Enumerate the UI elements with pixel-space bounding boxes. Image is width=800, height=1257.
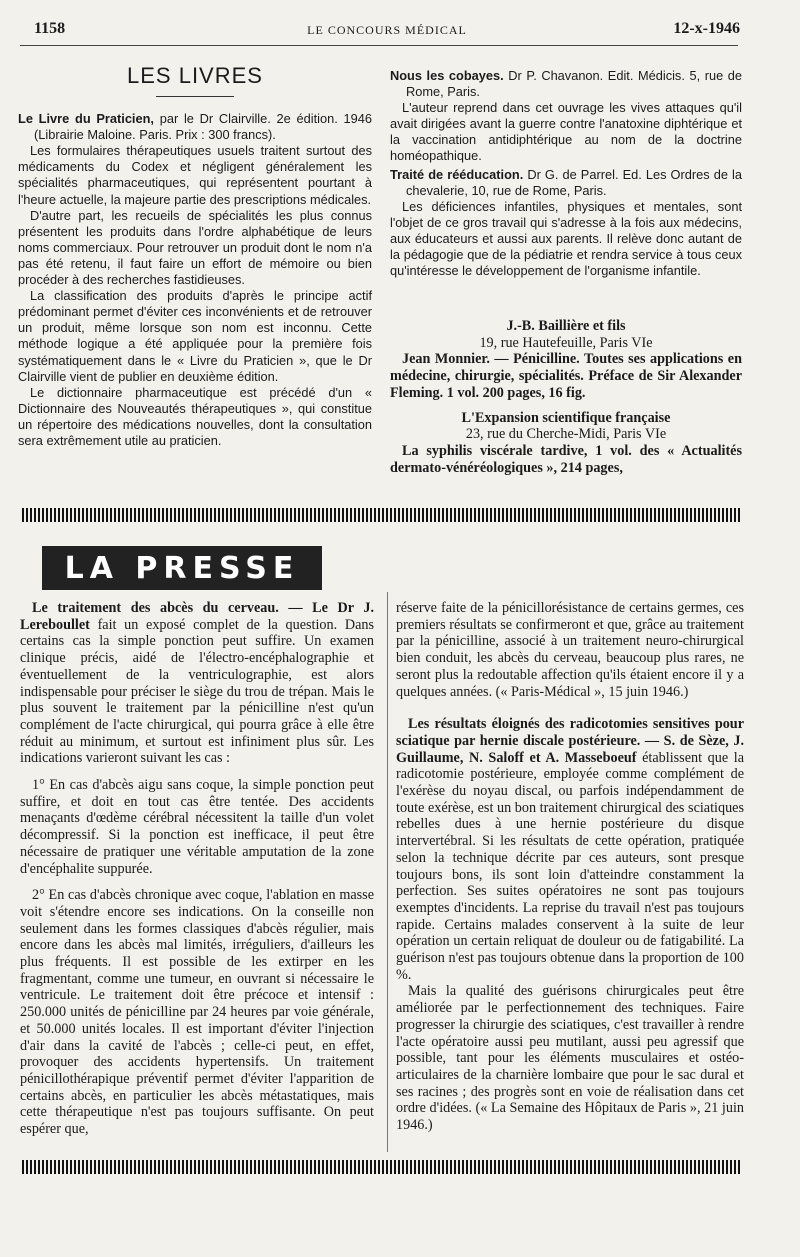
paragraph: La classification des produits d'après le principe actif prédominant permet d'éviter ces inconvénients et de retrouver un produit, même lorsque son nom est inconnu. Cette méthode logique a été appliquée pour la première fois systématiquement dans le « Livre du Praticien », que le Dr Clairville vient de publier en deuxième édition. [18,288,372,384]
paragraph: Mais la qualité des guérisons chirurgicales peut être améliorée par le perfectionnement des techniques. Faire progresser la chirurgie des sciatiques, c'est travailler à rendre l'acte opératoire aussi peu mutilant, aussi peu agressif que possible, tant pour les éléments musculaires et ostéo-articulaires de la charnière lombaire que pour le sac dural et ses racines ; des progrès sont en voie de réalisation dans cet ordre d'idées. (« La Semaine des Hôpitaux de Paris », 21 juin 1946.) [396,983,744,1134]
presse-left-column [20,600,374,1138]
book-details: par le Dr Clairville. 2e édition. 1946 (Librairie Maloine. Paris. Prix : 300 francs). [34,111,372,143]
book-entry-reeducation [390,167,742,199]
column-divider [387,592,388,1152]
article-text: fait un exposé complet de la question. Dans certains cas la simple ponction peut suffire. Un examen clinique précis, aidé de l'électro-encéphalographie et éventuellement de la ventriculographie, est alors indispensable pour préciser le siège du trou de trépan. Mais le plus souvent le traitement par la pénicilline n'est qu'un complément de l'acte chirurgical, qui pourra grâce à elle être réduit au minimum, et surtout est infiniment plus sûr. Les indications varieront suivant les cas : [20,616,374,767]
article-text: établissent que la radicotomie postérieure, employée comme complément de l'exérèse du noyau discal, ou parfois indépendamment de toute exérèse, est un bon traitement chirurgical des sciatiques rebelles dues à une hernie postérieure du disque intervertébral. Si les résultats de cette opération, pratiquée selon la technique décrite par ces auteurs, sont presque toujours bons, ils sont loin d'atteindre constamment la perfection. Ses suites opératoires ne sont pas toujours exemptes d'incidents. La reprise du travail n'est pas toujours rapide. Certains malades conservent à la suite de leur opération un certain reliquat de douleur ou de fatigabilité. La guérison n'est pas toujours obtenue dans la proportion de 100 %. [396,749,744,983]
article-abces-intro [20,600,374,767]
presse-right-column [396,600,744,1134]
book-details: Dr G. de Parrel. Ed. Les Ordres de la chevalerie, 10, rue de Rome, Paris. [406,166,742,198]
book-title: Nous les cobayes. [390,68,504,83]
publisher-address: 19, rue Hautefeuille, Paris VIe [479,334,653,351]
paragraph: 1° En cas d'abcès aigu sans coque, la simple ponction peut suffire, et doit en tout cas être tentée. Des accidents menaçants d'œdème cérébral nécessitent la taille d'un volet décompressif. Si la ponction est inefficace, il peut être nécessaire de pratiquer une véritable amputation de la zone d'encéphalite suppurée. [20,777,374,877]
section-title-livres: LES LIVRES [127,63,263,88]
livres-right-column [390,68,742,279]
title-rule [156,96,234,97]
page-header [34,20,740,42]
la-presse-banner [42,546,322,590]
page-number: 1158 [34,20,66,37]
banner-title: LA PRESSE [64,550,300,586]
paragraph: D'autre part, les recueils de spécialités les plus connus présentent les produits dans l'ordre alphabétique de leurs noms commerciaux. Pour retrouver un produit dont le nom n'a pas été retenu, il faut faire un effort de mémoire ou bien procéder à des recherches fastidieuses. [18,207,372,288]
decorative-divider-bar [22,508,742,522]
paragraph: 2° En cas d'abcès chronique avec coque, l'ablation en masse voit s'étendre encore ses indications. On la conseille non seulement dans les formes classiques d'abcès régulier, mais encore dans les abcès mal limités, irréguliers, d'ailleurs les plus fréquents. Il est possible de les extirper en les fragmentant, comme une tumeur, en ouvrant si nécessaire le ventricule. Le traitement doit être précoce et intensif : 250.000 unités de pénicilline par 24 heures par voie générale, et 50.000 unités locales. Il est important d'éviter l'injection d'air dans la cavité de l'abcès ; celle-ci peut, en effet, provoquer des accidents hypertensifs. Un traitement pénicillothérapique préventif permet d'éviter l'apparition de certains abcès, en particulier les abcès métastatiques, mais cette thérapeutique n'est pas toujours suffisante. On peut espérer que, [20,887,374,1138]
decorative-divider-bar [22,1160,742,1174]
paragraph: Les déficiences infantiles, physiques et mentales, sont l'objet de ce gros travail qui s'adresse à la fois aux médecins, aux éducateurs et aussi aux parents. Il relève donc autant de la pédagogie que de la pédiatrie et rendra service à tous ceux qu'intéresse le développement de l'organisme infantile. [390,198,742,279]
publisher-name: L'Expansion scientifique française [461,409,671,426]
book-entry-cobayes [390,68,742,100]
article-title: Le traitement des abcès du cerveau. — Le Dr J. Lereboullet [20,600,374,633]
publisher-address: 23, rue du Cherche-Midi, Paris VIe [465,426,667,443]
book-title: Traité de rééducation. [390,166,524,182]
publisher-book-entry: La syphilis viscérale tardive, 1 vol. des « Actualités dermato-vénéréologiques », 214 pages, [390,442,742,476]
livres-left-column [18,56,372,449]
publishers-block [390,318,742,476]
journal-title: LE CONCOURS MÉDICAL [307,23,467,37]
paragraph: L'auteur reprend dans cet ouvrage les vives attaques qu'il avait dirigées avant la guerre contre l'anatoxine diphtérique et la vaccination antidiphtérique au nom de la doctrine homéopathique. [390,100,742,164]
paragraph: Les formulaires thérapeutiques usuels traitent surtout des médicaments du Codex et négligent généralement les spécialités pharmaceutiques, qui représentent pourtant à l'heure actuelle, la majeure partie des prescriptions médicales. [18,143,372,207]
book-title: Le Livre du Praticien, [18,111,154,127]
book-entry-livre-praticien [18,111,372,143]
issue-date: 12-x-1946 [673,20,740,37]
publisher-name: J.-B. Baillière et fils [506,318,626,334]
publisher-book-entry: Jean Monnier. — Pénicilline. Toutes ses applications en médecine, chirurgie, spécialités. Préface de Sir Alexander Fleming. 1 vol. 200 pages, 16 fig. [390,351,742,401]
article-title: Les résultats éloignés des radicotomies sensitives pour sciatique par hernie discale postérieure. — S. de Sèze, J. Guillaume, N. Saloff et A. Masseboeuf [396,716,744,766]
article-radicotomies [396,716,744,983]
header-rule [20,45,738,46]
paragraph: Le dictionnaire pharmaceutique est précédé d'un « Dictionnaire des Nouveautés thérapeutiques », qui constitue un répertoire des médications nouvelles, dont la consultation sera extrêmement utile au praticien. [18,384,372,448]
paragraph: réserve faite de la pénicillorésistance de certains germes, ces premiers résultats se confirmeront et que, grâce au traitement par la pénicilline, associé à un traitement neuro-chirurgical bien conduit, les abcès du cerveau, beaucoup plus rares, ne seront plus la redoutable affection qu'ils étaient encore il y a quelques années. (« Paris-Médical », 15 juin 1946.) [396,600,744,700]
book-details: Dr P. Chavanon. Edit. Médicis. 5, rue de Rome, Paris. [406,68,742,100]
